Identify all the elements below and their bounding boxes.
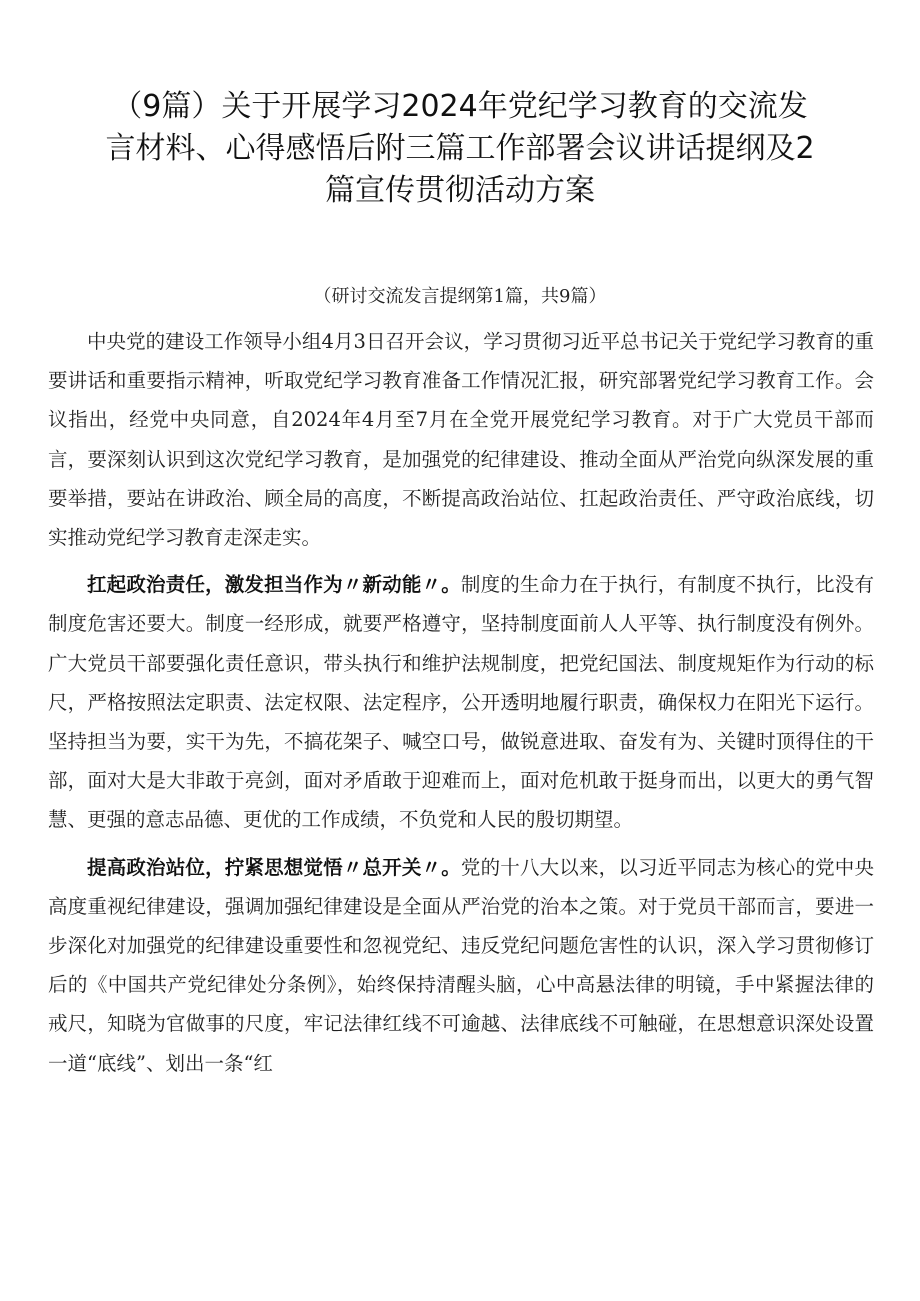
paragraph-lead: 提高政治站位，拧紧思想觉悟〃总开关〃。 xyxy=(87,855,461,879)
paragraph-lead: 扛起政治责任，激发担当作为〃新动能〃。 xyxy=(87,573,461,597)
document-subtitle: （研讨交流发言提纲第1篇，共9篇） xyxy=(313,286,607,307)
paragraph-text: 党的十八大以来，以习近平同志为核心的党中央高度重视纪律建设，强调加强纪律建设是全面从严治党的治本之策。对于党员干部而言，要进一步深化对加强党的纪律建设重要性和忽视党纪、违反党纪问题危害性的认识，深入学习贯彻修订后的《中国共产党纪律处分条例》，始终保持清醒头脑，心中高悬法律的明镜，手中紧握法律的戒尺，知晓为官做事的尺度，牢记法律红线不可逾越、法律底线不可触碰，在思想意识深处设置一道“底线”、划出一条“红 xyxy=(48,855,874,1075)
paragraph-text: 制度的生命力在于执行，有制度不执行，比没有制度危害还要大。制度一经形成，就要严格遵守，坚持制度面前人人平等、执行制度没有例外。广大党员干部要强化责任意识，带头执行和维护法规制度，把党纪国法、制度规矩作为行动的标尺，严格按照法定职责、法定权限、法定程序，公开透明地履行职责，确保权力在阳光下运行。坚持担当为要，实干为先，不搞花架子、喊空口号，做锐意进取、奋发有为、关键时顶得住的干部，面对大是大非敢于亮剑，面对矛盾敢于迎难而上，面对危机敢于挺身而出，以更大的勇气智慧、更强的意志品德、更优的工作成绩，不负党和人民的殷切期望。 xyxy=(48,573,874,832)
paragraph-1 xyxy=(48,322,874,557)
document-title: （9篇）关于开展学习2024年党纪学习教育的交流发言材料、心得感悟后附三篇工作部署会议讲话提纲及2篇宣传贯彻活动方案 xyxy=(105,89,815,208)
paragraph-3 xyxy=(48,848,874,1083)
paragraph-2 xyxy=(48,565,874,839)
document-body xyxy=(48,322,874,1091)
paragraph-text: 中央党的建设工作领导小组4月3日召开会议，学习贯彻习近平总书记关于党纪学习教育的重要讲话和重要指示精神，听取党纪学习教育准备工作情况汇报，研究部署党纪学习教育工作。会议指出，经党中央同意，自2024年4月至7月在全党开展党纪学习教育。对于广大党员干部而言，要深刻认识到这次党纪学习教育，是加强党的纪律建设、推动全面从严治党向纵深发展的重要举措，要站在讲政治、顾全局的高度，不断提高政治站位、扛起政治责任、严守政治底线，切实推动党纪学习教育走深走实。 xyxy=(48,330,874,550)
